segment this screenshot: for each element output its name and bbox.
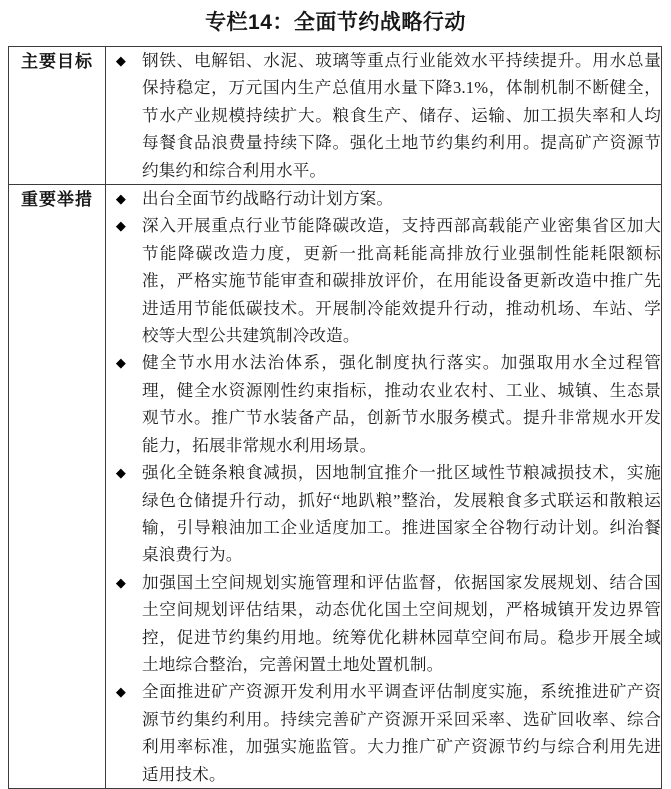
list-item-text: 钢铁、电解铝、水泥、玻璃等重点行业能效水平持续提升。用水总量保持稳定，万元国内生产总值用水量下降3.1%，体制机制不断健全，节水产业规模持续扩大。粮食生产、储存、运输、加工损失率和人均每餐食品浪费量持续下降。强化土地节约集约利用。提高矿产资源节约集约和综合利用水平。 <box>142 51 661 180</box>
row-content-main-goals <box>106 47 662 185</box>
bullet-list <box>106 47 661 184</box>
diamond-bullet-icon: ◆ <box>115 684 127 700</box>
row-content-key-measures <box>106 185 662 789</box>
list-item <box>106 569 661 679</box>
table-row <box>9 47 662 185</box>
table-body <box>9 47 662 789</box>
list-item-text: 全面推进矿产资源开发利用水平调查评估制度实施，系统推进矿产资源节约集约利用。持续完善矿产资源开采回采率、选矿回收率、综合利用率标准，加强实施监管。大力推广矿产资源节约与综合利用先进适用技术。 <box>142 682 661 784</box>
list-item <box>106 459 661 569</box>
diamond-bullet-icon: ◆ <box>115 191 127 207</box>
list-item <box>106 678 661 788</box>
list-item <box>106 185 661 212</box>
list-item <box>106 349 661 459</box>
row-label-main-goals: 主要目标 <box>9 47 106 185</box>
bullet-list <box>106 185 661 788</box>
list-item-text: 强化全链条粮食减损，因地制宜推介一批区域性节粮减损技术，实施绿色仓储提升行动，抓好“地趴粮”整治，发展粮食多式联运和散粮运输，引导粮油加工企业适度加工。推进国家全谷物行动计划。纠治餐桌浪费行为。 <box>142 463 661 565</box>
list-item <box>106 212 661 349</box>
list-item-text: 加强国土空间规划实施管理和评估监督，依据国家发展规划、结合国土空间规划评估结果，动态优化国土空间规划，严格城镇开发边界管控，促进节约集约用地。统筹优化耕林园草空间布局。稳步开展全域土地综合整治，完善闲置土地处置机制。 <box>142 572 661 674</box>
diamond-bullet-icon: ◆ <box>115 53 127 68</box>
row-label-key-measures: 重要举措 <box>9 185 106 789</box>
page-title: 专栏14：全面节约战略行动 <box>205 11 466 34</box>
list-item <box>106 47 661 184</box>
list-item-text: 出台全面节约战略行动计划方案。 <box>142 189 394 209</box>
diamond-bullet-icon: ◆ <box>115 465 127 481</box>
diamond-bullet-icon: ◆ <box>115 218 127 234</box>
table-row <box>9 185 662 789</box>
diamond-bullet-icon: ◆ <box>115 355 127 371</box>
diamond-bullet-icon: ◆ <box>115 574 127 590</box>
list-item-text: 深入开展重点行业节能降碳改造，支持西部高载能产业密集省区加大节能降碳改造力度，更新一批高耗能高排放行业强制性能耗限额标准，严格实施节能审查和碳排放评价，在用能设备更新改造中推广先进适用节能低碳技术。开展制冷能效提升行动，推动机场、车站、学校等大型公共建筑制冷改造。 <box>142 216 661 346</box>
column-box-table <box>8 46 662 789</box>
list-item-text: 健全节水用水法治体系，强化制度执行落实。加强取用水全过程管理，健全水资源刚性约束指标，推动农业农村、工业、城镇、生态景观节水。推广节水装备产品，创新节水服务模式。提升非常规水开发能力，拓展非常规水利用场景。 <box>142 353 661 455</box>
